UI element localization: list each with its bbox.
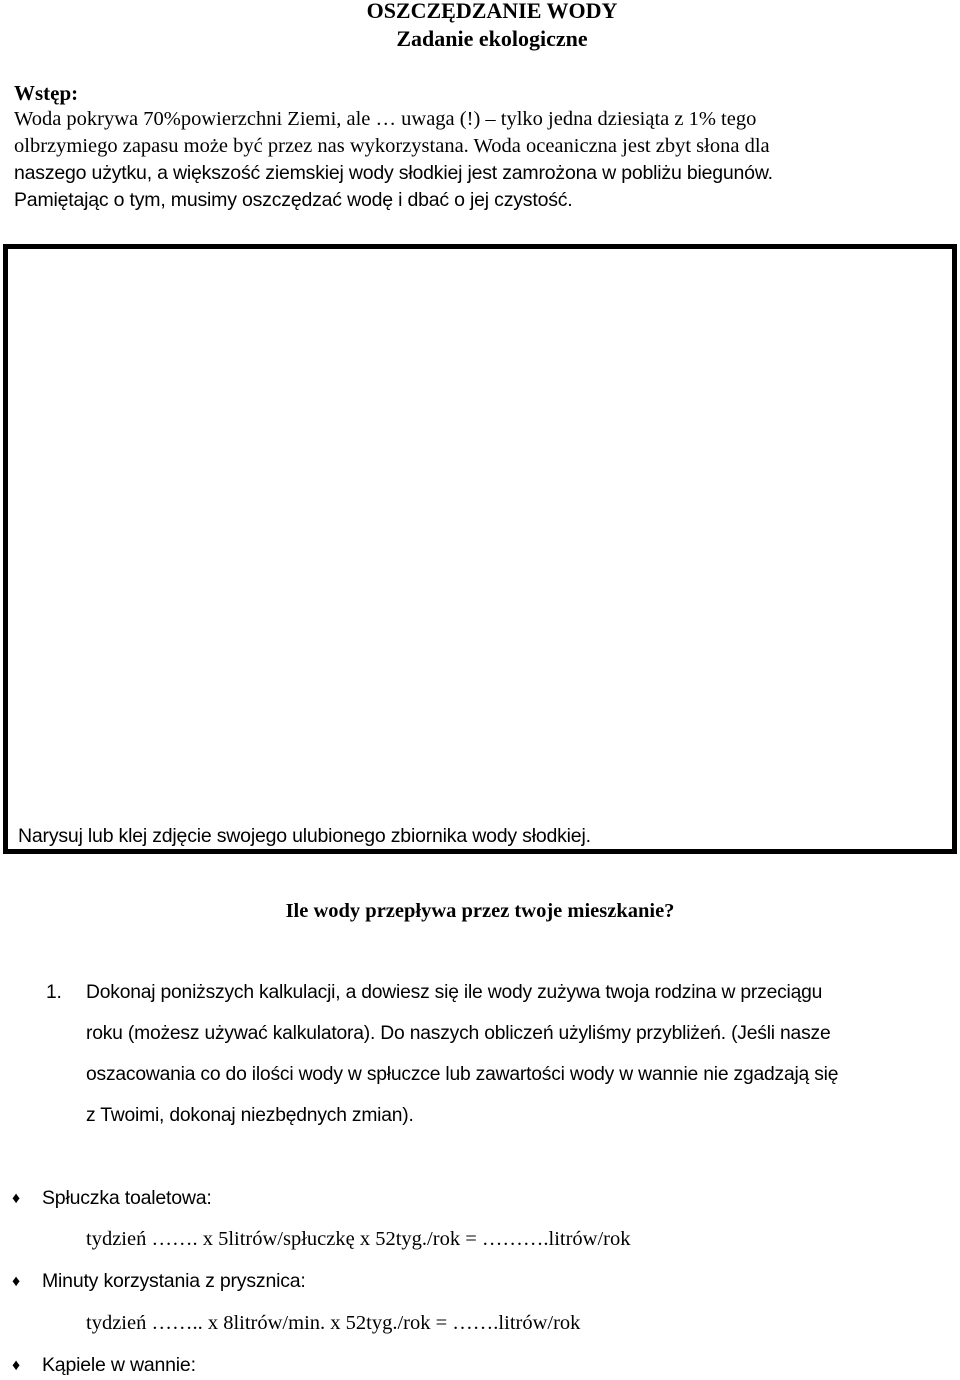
diamond-bullet-icon: ♦ <box>12 1273 20 1290</box>
intro-line: olbrzymiego zapasu może być przez nas wykorzystana. Woda oceaniczna jest zbyt słona dla <box>14 135 770 157</box>
item-label: Spłuczka toaletowa: <box>42 1187 212 1209</box>
task-line: z Twoimi, dokonaj niezbędnych zmian). <box>86 1105 414 1126</box>
calc-line-toilet: tydzień ……. x 5litrów/spłuczkę x 52tyg./rok = ……….litrów/rok <box>86 1228 631 1250</box>
section-heading: Ile wody przepływa przez twoje mieszkanie? <box>285 900 675 922</box>
diamond-bullet-icon: ♦ <box>12 1357 20 1374</box>
item-label: Minuty korzystania z prysznica: <box>42 1270 306 1292</box>
intro-line: Pamiętając o tym, musimy oszczędzać wodę i dbać o jej czystość. <box>14 189 573 211</box>
page-title: OSZCZĘDZANIE WODY <box>366 0 618 23</box>
drawing-box[interactable] <box>3 244 957 854</box>
intro-heading: Wstęp: <box>14 81 79 105</box>
task-line: roku (możesz używać kalkulatora). Do naszych obliczeń użyliśmy przybliżeń. (Jeśli nasze <box>86 1023 831 1044</box>
task-line: oszacowania co do ilości wody w spłuczce lub zawartości wody w wannie nie zgadzają się <box>86 1064 839 1085</box>
calc-line-shower: tydzień …….. x 8litrów/min. x 52tyg./rok = …….litrów/rok <box>86 1312 581 1334</box>
intro-line: Woda pokrywa 70%powierzchni Ziemi, ale … uwaga (!) – tylko jedna dziesiąta z 1% tego <box>14 108 757 130</box>
task-line: Dokonaj poniższych kalkulacji, a dowiesz się ile wody zużywa twoja rodzina w przeciągu <box>86 982 823 1003</box>
list-item-toilet <box>12 1185 212 1213</box>
list-item-shower <box>12 1268 306 1296</box>
intro-line: naszego użytku, a większość ziemskiej wody słodkiej jest zamrożona w pobliżu biegunów. <box>14 162 773 184</box>
item-label: Kąpiele w wannie: <box>42 1354 196 1376</box>
task-instructions <box>46 972 956 1136</box>
page-subtitle: Zadanie ekologiczne <box>396 26 588 51</box>
list-item-bath <box>12 1352 196 1380</box>
drawing-box-caption: Narysuj lub klej zdjęcie swojego ulubionego zbiornika wody słodkiej. <box>18 825 591 847</box>
intro-paragraph <box>14 106 944 214</box>
task-number: 1. <box>46 982 62 1003</box>
diamond-bullet-icon: ♦ <box>12 1190 20 1207</box>
